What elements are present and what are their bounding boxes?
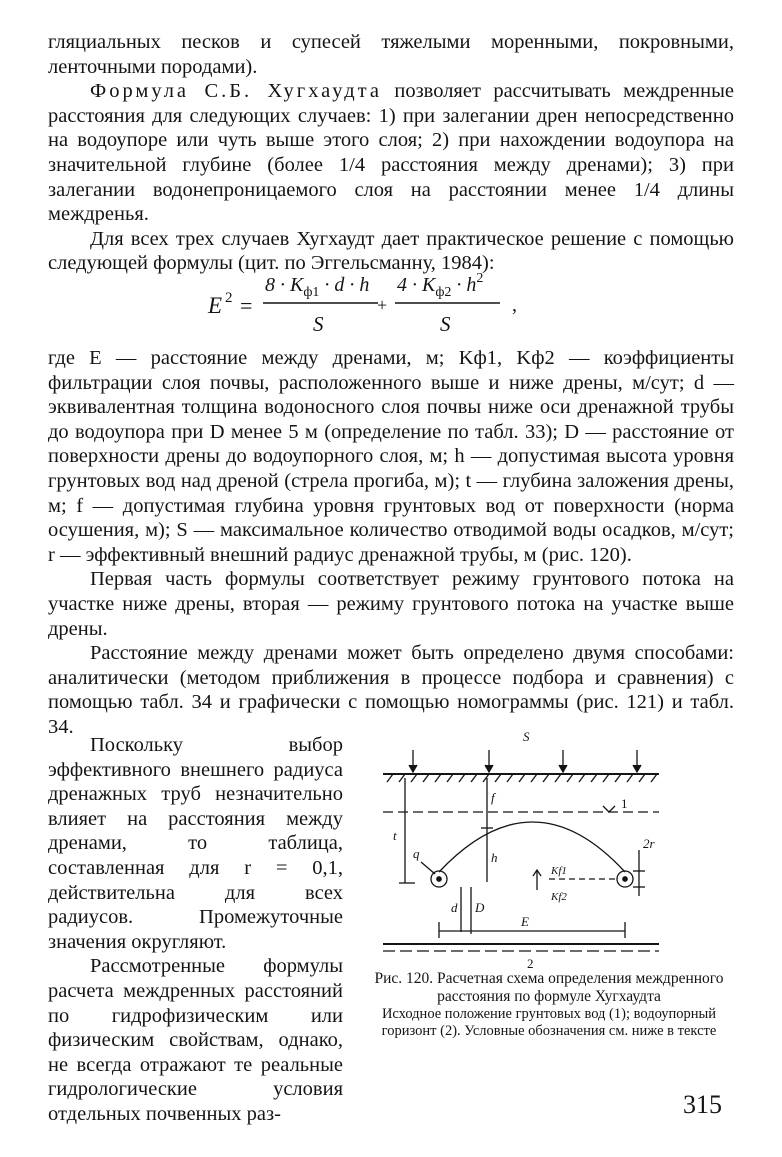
water-level-marker — [603, 806, 615, 812]
label-S: S — [523, 729, 530, 744]
groundwater-curve — [439, 822, 625, 872]
label-t: t — [393, 828, 397, 843]
paragraph-0: гляциальных песков и супесей тяжелыми моренными, покровными, ленточными породами). — [48, 31, 734, 78]
label-h: h — [491, 850, 498, 865]
formula-lhs-exp: 2 — [225, 290, 233, 306]
main-text-block — [48, 30, 734, 276]
formula-den1: S — [313, 312, 324, 336]
q-flow-arrow — [421, 862, 435, 874]
paragraph-1-rest: позволяет рассчитывать междренные расстояния для следующих случаев: 1) при залегании дрен непосредственно на водоупоре или чуть выше этого слоя; 2) при нахождении водоупора на значительной глубине (более 1/4 расстояния между дренами); 3) при залегании водонепроницаемого слоя на расстоянии менее 1/4 длины междренья. — [48, 80, 734, 226]
paragraph-1 — [48, 79, 734, 227]
surface-hatching — [387, 774, 657, 782]
label-kf1: Kf1 — [551, 865, 567, 877]
precipitation-arrows — [409, 750, 641, 772]
drainage-scheme-diagram — [353, 722, 745, 972]
formula-num1: $8 \cdot K_{ф1} \cdot d \cdot h$ — [265, 274, 370, 300]
paragraph-6: Поскольку выбор эффективного внешнего радиуса дренажных труб незначительно влияет на расстояния между дренами, то таблица, составленная для r = 0,1, действительна для всех радиусов. Промежуточные значения округляют. — [48, 734, 343, 953]
formula-den2: S — [440, 312, 451, 336]
paragraph-5: Расстояние между дренами может быть определено двумя способами: аналитически (методом приближения в процессе подбора и сравнения) с помощью табл. 34 и графически с помощью номограммы (рис. 121) и табл. 34. — [48, 642, 734, 738]
page-number: 315 — [683, 1090, 722, 1119]
caption-note: Исходное положение грунтовых вод (1); водоупорный горизонт (2). Условные обозначения см. ниже в тексте — [381, 1006, 717, 1039]
label-D: D — [475, 900, 485, 915]
formula-equals: = — [240, 293, 253, 318]
definitions-block — [48, 346, 734, 740]
paragraph-4: Первая часть формулы соответствует режиму грунтового потока на участке ниже дрены, вторая — режиму грунтового потока на участке выше дрены. — [48, 568, 734, 640]
paragraph-3-definitions: где E — расстояние между дренами, м; Kф1, Kф2 — коэффициенты фильтрации слоя почвы, расположенного выше и ниже дрены, м/сут; d — эквивалентная толщина водоносного слоя почвы ниже оси дренажной трубы до водоупора при D менее 5 м (определение по табл. 33); D — расстояние от поверхности дрены до водоупорного слоя, м; h — допустимая высота уровня грунтовых вод над дреной (стрела прогиба, м); t — глубина заложения дрены, м; f — допустимая глубина уровня грунтовых вод от поверхности (норма осушения, м); S — максимальное количество отводимой воды осадков, м/сут; r — эффективный внешний радиус дренажной трубы, м (рис. 120). — [48, 347, 734, 566]
formula-svg — [0, 267, 782, 347]
label-E: E — [521, 914, 529, 929]
figure-caption — [358, 970, 740, 1040]
formula-lhs: E — [208, 293, 223, 318]
label-1: 1 — [621, 796, 628, 811]
label-q: q — [413, 846, 420, 861]
caption-title: Рис. 120. Расчетная схема определения междренного расстояния по формуле Хугхаудта — [374, 970, 724, 1005]
label-2: 2 — [527, 956, 534, 971]
formula-plus: + — [377, 295, 388, 315]
label-kf2: Kf2 — [551, 891, 567, 903]
label-d: d — [451, 900, 458, 915]
formula-comma: , — [512, 294, 517, 316]
formula-num2: $4 \cdot K_{ф2} \cdot h^2$ — [397, 271, 484, 300]
left-column-text — [48, 733, 343, 1127]
hooghoudt-lead: Формула С.Б. Хугхаудта — [90, 80, 382, 103]
hooghoudt-formula — [0, 267, 782, 347]
label-f: f — [491, 790, 495, 805]
paragraph-7: Рассмотренные формулы расчета междренных расстояний по гидрофизическим или физическим свойствам, однако, не всегда отражают те реальные гидрологические условия отдельных почвенных раз- — [48, 955, 343, 1125]
paragraph-2: Для всех трех случаев Хугхаудт дает практическое решение с помощью следующей формулы (цит. по Эггельсманну, 1984): — [48, 227, 734, 275]
label-2r: 2r — [643, 836, 655, 851]
